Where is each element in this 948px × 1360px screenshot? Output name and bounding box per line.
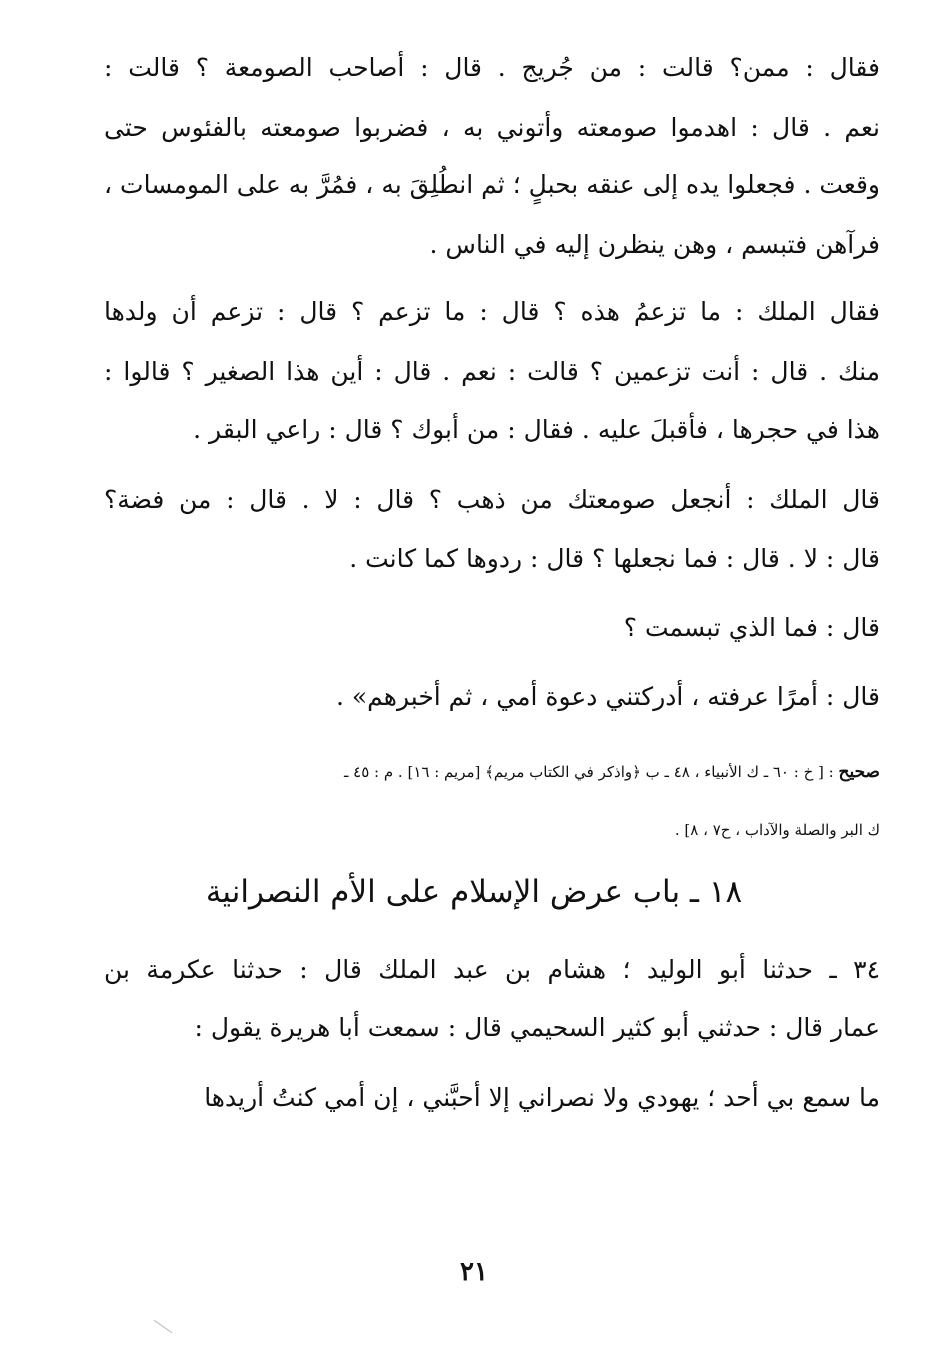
reference-line: ك البر والصلة والآداب ، ح٧ ، ٨] . <box>674 821 880 839</box>
text-line: ما سمع بي أحد ؛ يهودي ولا نصراني إلا أحبَّني ، إن أمي كنتُ أريدها <box>204 1083 880 1112</box>
page-number: ٢١ <box>460 1257 488 1287</box>
text-line: هذا في حجرها ، فأقبلَ عليه . فقال : من أبوك ؟ قال : راعي البقر . <box>193 415 880 444</box>
reference-line <box>104 759 880 785</box>
section-heading: ١٨ ـ باب عرض الإسلام على الأم النصرانية <box>205 874 743 910</box>
text-line: قال : فما الذي تبسمت ؟ <box>623 613 880 642</box>
text-line: عمار قال : حدثني أبو كثير السحيمي قال : سمعت أبا هريرة يقول : <box>194 1013 880 1042</box>
text-line: قال الملك : أنجعل صومعتك من ذهب ؟ قال : لا . قال : من فضة؟ <box>104 485 880 514</box>
text-line: فرآهن فتبسم ، وهن ينظرن إليه في الناس . <box>429 230 880 259</box>
text-line: وقعت . فجعلوا يده إلى عنقه بحبلٍ ؛ ثم انطُلِقَ به ، فمُرَّ به على المومسات ، <box>104 170 880 199</box>
text-line: نعم . قال : اهدموا صومعته وأتوني به ، فضربوا صومعته بالفئوس حتى <box>104 113 880 142</box>
scan-speck <box>154 1320 173 1333</box>
text-line: ٣٤ ـ حدثنا أبو الوليد ؛ هشام بن عبد الملك قال : حدثنا عكرمة بن <box>104 955 880 984</box>
text-line: قال : لا . قال : فما نجعلها ؟ قال : ردوها كما كانت . <box>349 544 880 573</box>
grade-label: صحيح <box>838 762 880 782</box>
text-line: فقال : ممن؟ قالت : من جُريج . قال : أصاحب الصومعة ؟ قالت : <box>104 53 880 82</box>
reference-text: : [ خ : ٦٠ ـ ك الأنبياء ، ٤٨ ـ ب ﴿واذكر في الكتاب مريم﴾ [مريم : ١٦] . م : ٤٥ ـ <box>343 763 839 781</box>
text-line: قال : أمرًا عرفته ، أدركتني دعوة أمي ، ثم أخبرهم» . <box>335 682 880 711</box>
text-line: منك . قال : أنت تزعمين ؟ قالت : نعم . قال : أين هذا الصغير ؟ قالوا : <box>104 357 880 386</box>
text-line: فقال الملك : ما تزعمُ هذه ؟ قال : ما تزعم ؟ قال : تزعم أن ولدها <box>104 297 880 326</box>
